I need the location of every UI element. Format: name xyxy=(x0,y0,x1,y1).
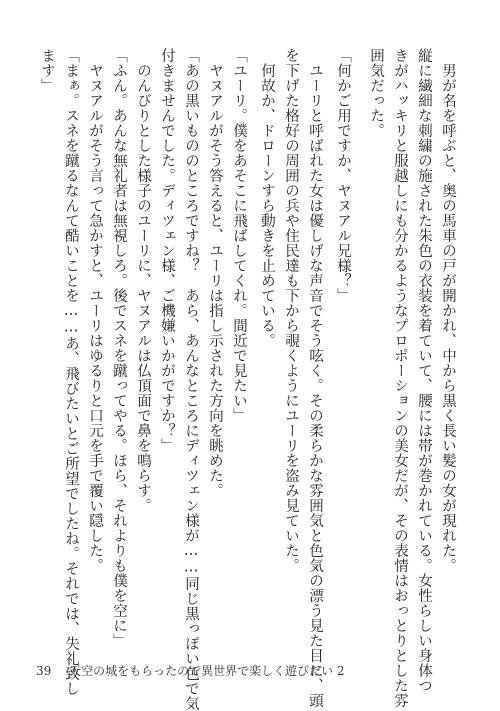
text-column: 「ふん。あんな無礼者は無視しろ。後でスネを蹴ってやる。ほら、それよりも僕を空に」 xyxy=(111,48,127,648)
text-column: ユーリと呼ばれた女は優しげな声音でそう呟く。その柔らかな雰囲気と色気の漂う見た目に、頭 xyxy=(307,48,323,708)
text-column: 「ユーリ。僕をあそこに飛ばしてくれ。間近で見たい」 xyxy=(231,48,247,423)
page-number: 39 xyxy=(36,664,52,678)
text-column: ます」 xyxy=(39,48,55,93)
text-column: 「まぁ。スネを蹴るなんて酷いことを……あ、飛びたいとご所望でしたね。それでは、失礼致し xyxy=(63,48,79,696)
text-column: のんびりとした様子のユーリに、ヤヌアルは仏頂面で鼻を鳴らす。 xyxy=(135,48,151,513)
text-column: ヤヌアルがそう言って急かすと、ユーリはゆるりと口元を手で覆い隠した。 xyxy=(87,48,103,573)
text-column: 囲気だった。 xyxy=(368,48,384,138)
page-footer xyxy=(36,662,345,679)
text-column: 何故か、ドローンすら動きを止めている。 xyxy=(259,48,275,348)
text-column: 「あの黒いもののところですね？ あら、あんなところにディツェン様が……同じ黒っぽい色で気 xyxy=(183,48,199,711)
text-column: ヤヌアルがそう答えると、ユーリは指し示された方向を眺めた。 xyxy=(207,48,223,498)
book-title: 天空の城をもらったので異世界で楽しく遊びたい 2 xyxy=(69,664,345,678)
text-column: 男が名を呼ぶと、奥の馬車の戸が開かれ、中から黒く長い髪の女が現れた。 xyxy=(440,48,456,573)
text-column: 縦に繊細な刺繍の施された朱色の衣装を着ていて、腰には帯が巻かれている。女性らしい身体つ xyxy=(416,48,432,693)
text-column: きがハッキリと服越しにも分かるようなプロポーションの美女だが、その表情はおっとりとした雰 xyxy=(392,48,408,708)
text-column: を下げた格好の周囲の兵や住民達も下から覗くようにユーリを盗み見ていた。 xyxy=(283,48,299,573)
text-column: 「何かご用ですか、ヤヌアル兄様？」 xyxy=(335,48,351,303)
text-column: 付きませんでした。ディツェン様、ご機嫌いかがですか？」 xyxy=(159,48,175,453)
